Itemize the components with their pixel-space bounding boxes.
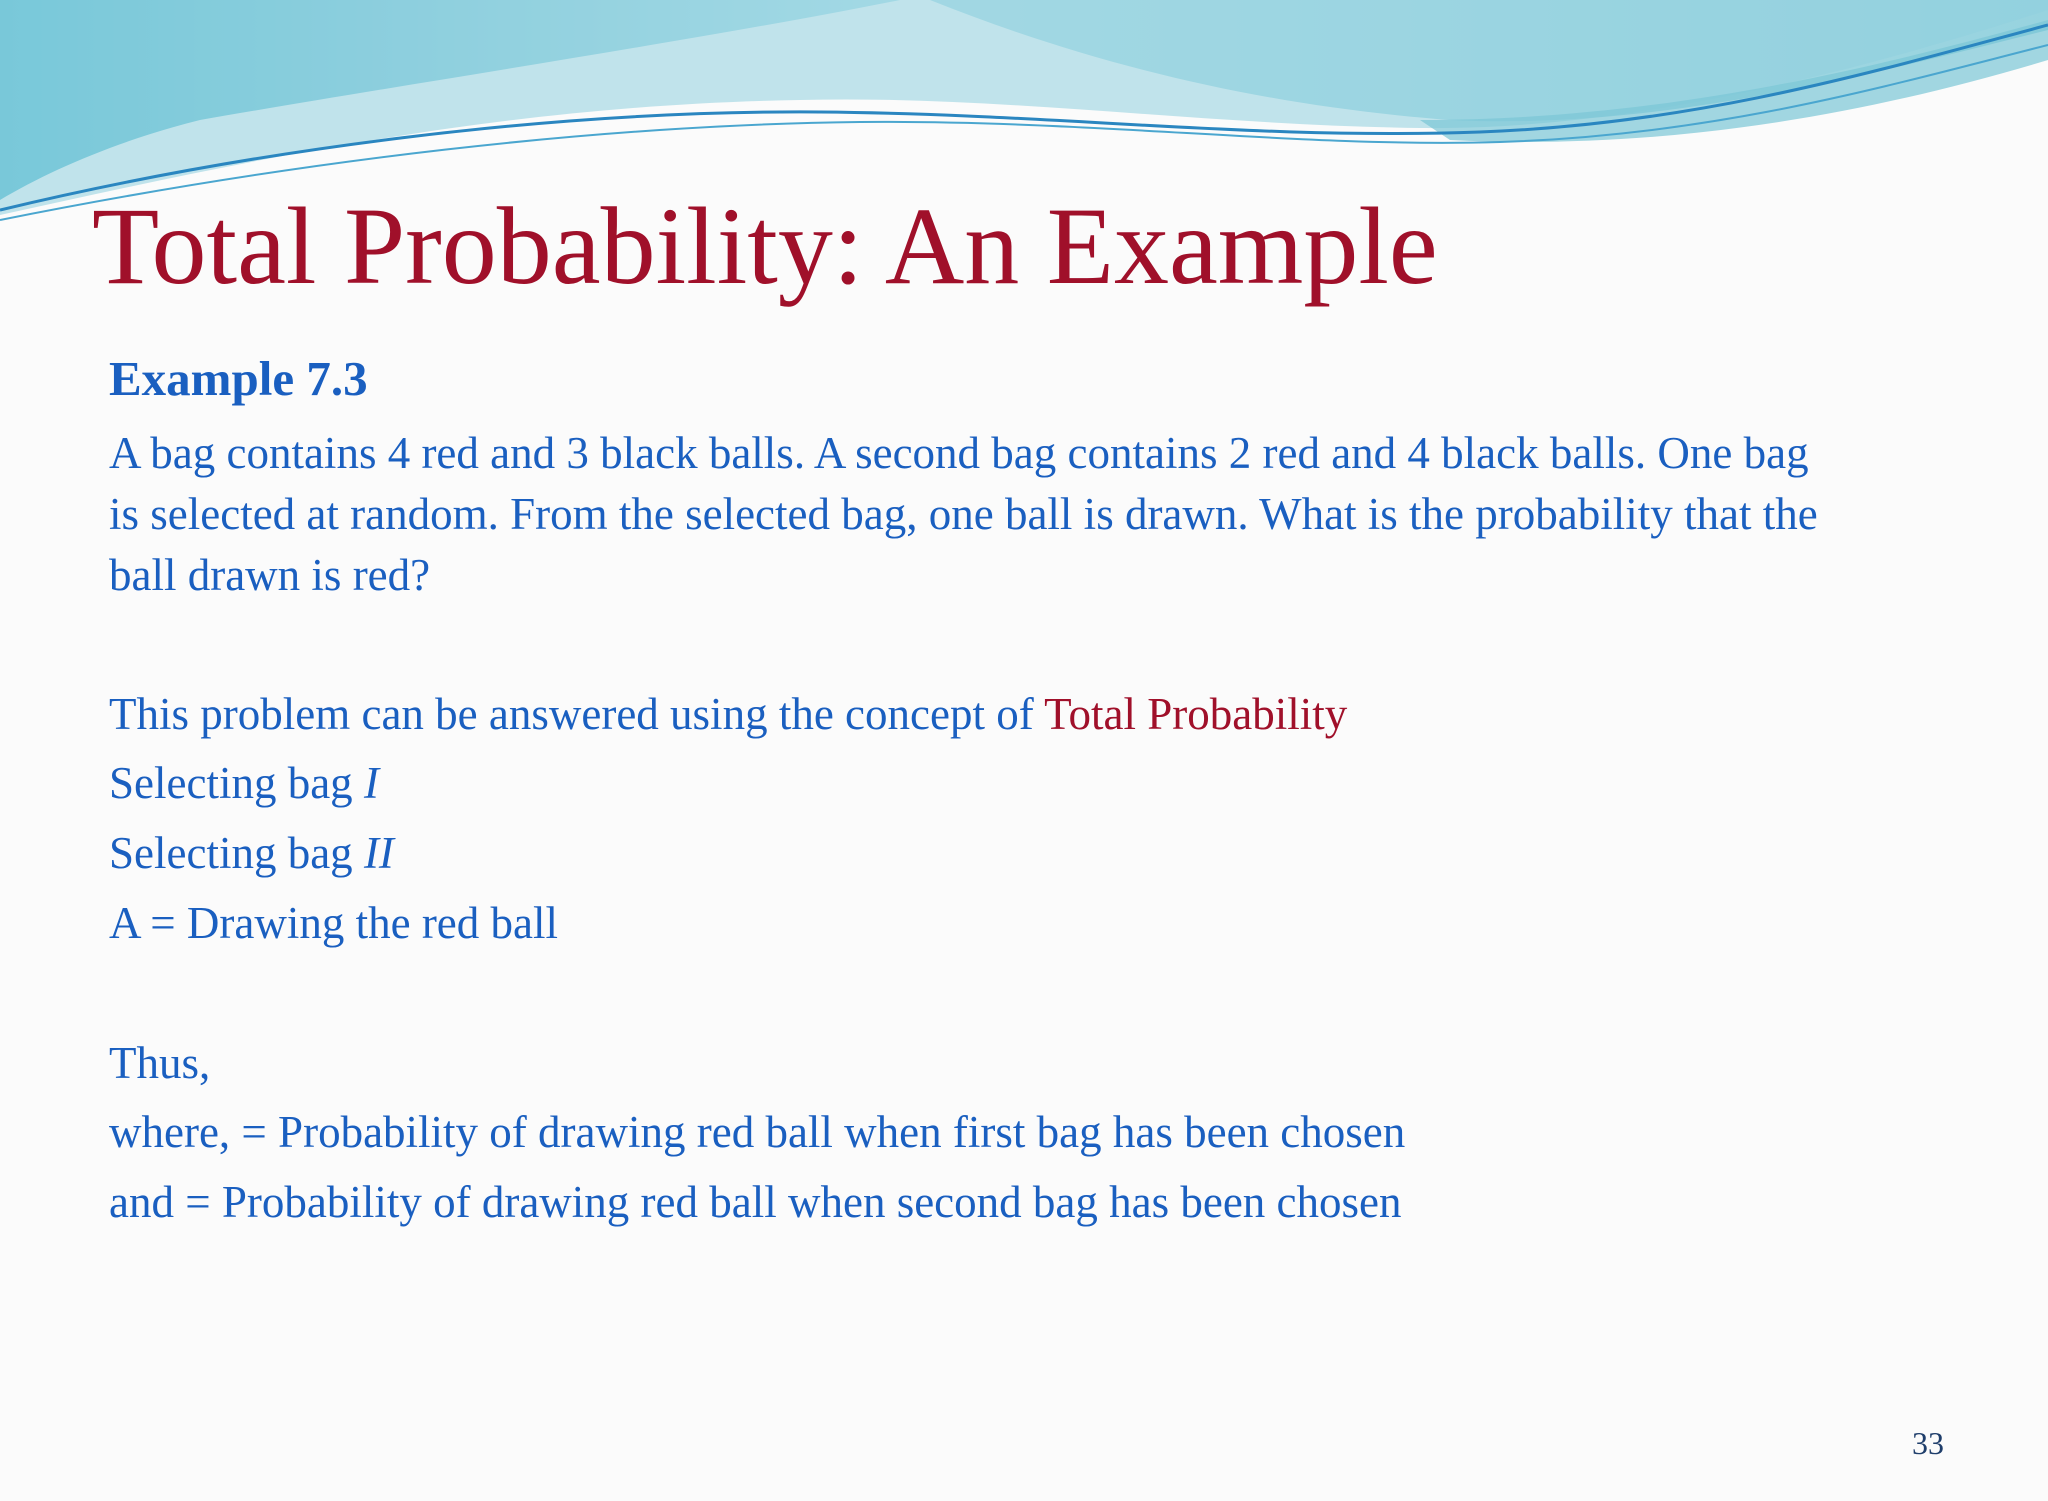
page-number: 33 xyxy=(1912,1425,1944,1461)
example-heading: Example 7.3 xyxy=(109,351,368,406)
concept-highlight: Total Probability xyxy=(1044,689,1348,739)
event-a-line: A = Drawing the red ball xyxy=(109,898,559,948)
bag1-prefix: Selecting bag xyxy=(109,758,364,808)
bag2-line xyxy=(109,823,394,884)
bag2-prefix: Selecting bag xyxy=(109,828,364,878)
and-line: and = Probability of drawing red ball when second bag has been chosen xyxy=(109,1177,1402,1227)
thus-line: Thus, xyxy=(109,1038,211,1088)
where-line: where, = Probability of drawing red ball when first bag has been chosen xyxy=(109,1107,1406,1157)
bag1-label: I xyxy=(363,758,379,808)
bag1-line xyxy=(109,753,379,814)
concept-prefix: This problem can be answered using the concept of xyxy=(109,689,1045,739)
bag2-label: II xyxy=(363,828,394,878)
problem-statement: A bag contains 4 red and 3 black balls. A second bag contains 2 red and 4 black balls. One bag is selected at random. From the selected bag, one ball is drawn. What is the probability that the ball drawn is red? xyxy=(109,428,1818,600)
concept-line xyxy=(109,684,1347,745)
slide-title: Total Probability: An Example xyxy=(92,185,1438,307)
